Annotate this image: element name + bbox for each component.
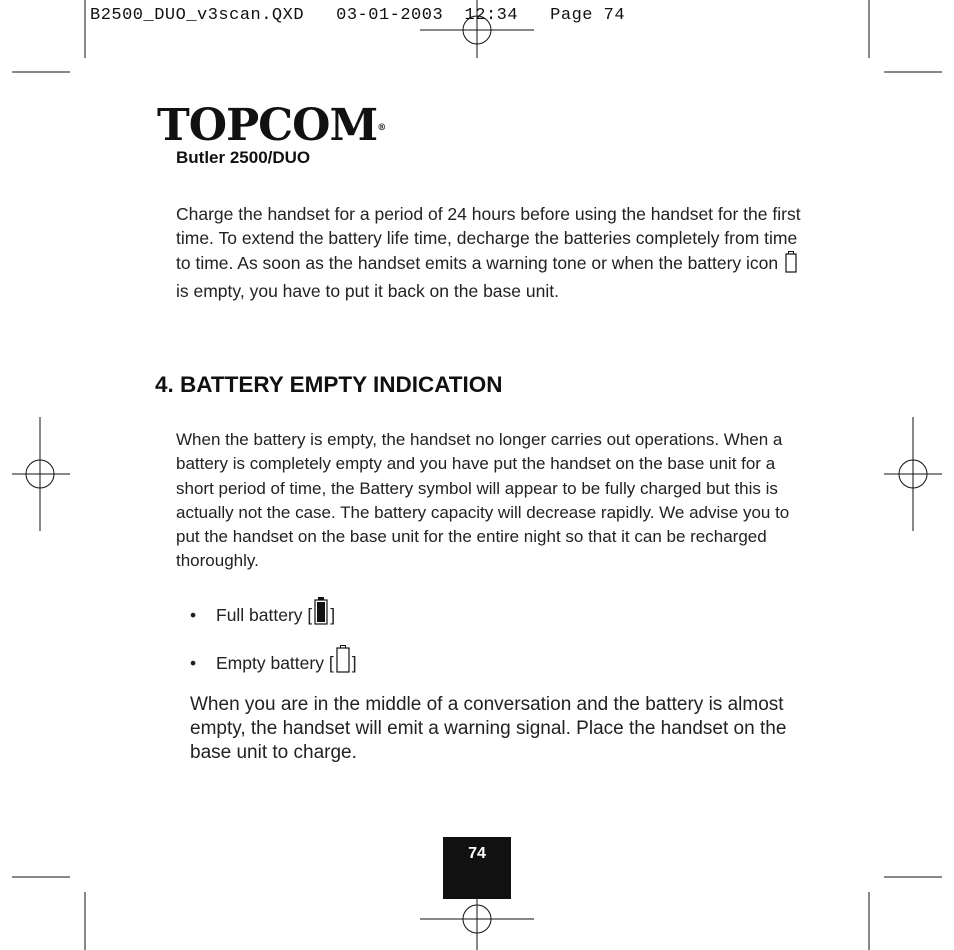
file-slug-line: B2500_DUO_v3scan.QXD 03-01-2003 12:34 Page 74 [90,6,626,25]
intro-text-part2: is empty, you have to put it back on the base unit. [176,280,559,301]
closing-paragraph: When you are in the middle of a conversation and the battery is almost empty, the handset will emit a warning signal. Place the handset on the base unit to charge. [190,694,787,763]
bullet-label: Full battery [ [216,605,313,625]
topcom-logo [157,100,386,151]
list-item-empty-battery [190,645,357,678]
battery-empty-icon [336,645,350,678]
bullet-close: ] [351,653,357,673]
bullet-dot: • [190,605,197,625]
bullet-label: Empty battery [ [216,653,334,673]
bullet-dot: • [190,653,197,673]
intro-paragraph [176,202,816,303]
section-heading: 4. BATTERY EMPTY INDICATION [155,372,503,397]
logo-text: TOPCOM [157,100,378,151]
battery-empty-icon [785,251,797,279]
battery-full-icon [314,597,328,630]
section-body: When the battery is empty, the handset no longer carries out operations. When a battery is completely empty and you have put the handset on the base unit for a short period of time, the Battery symbol will appear to be fully charged but this is actually not the case. The battery capacity will decrease rapidly. We advise you to put the handset on the base unit for the entire night so that it can be recharged thoroughly. [176,430,790,571]
bullet-close: ] [330,605,336,625]
registered-mark: ® [377,123,386,133]
intro-text-part1: Charge the handset for a period of 24 hours before using the handset for the first time. To extend the battery life time, decharge the batteries completely from time to time. As soon as the handset emits a warning tone or when the battery icon [176,204,801,273]
page-number: 74 [443,837,511,899]
model-name: Butler 2500/DUO [176,148,311,167]
list-item-full-battery [190,597,335,630]
